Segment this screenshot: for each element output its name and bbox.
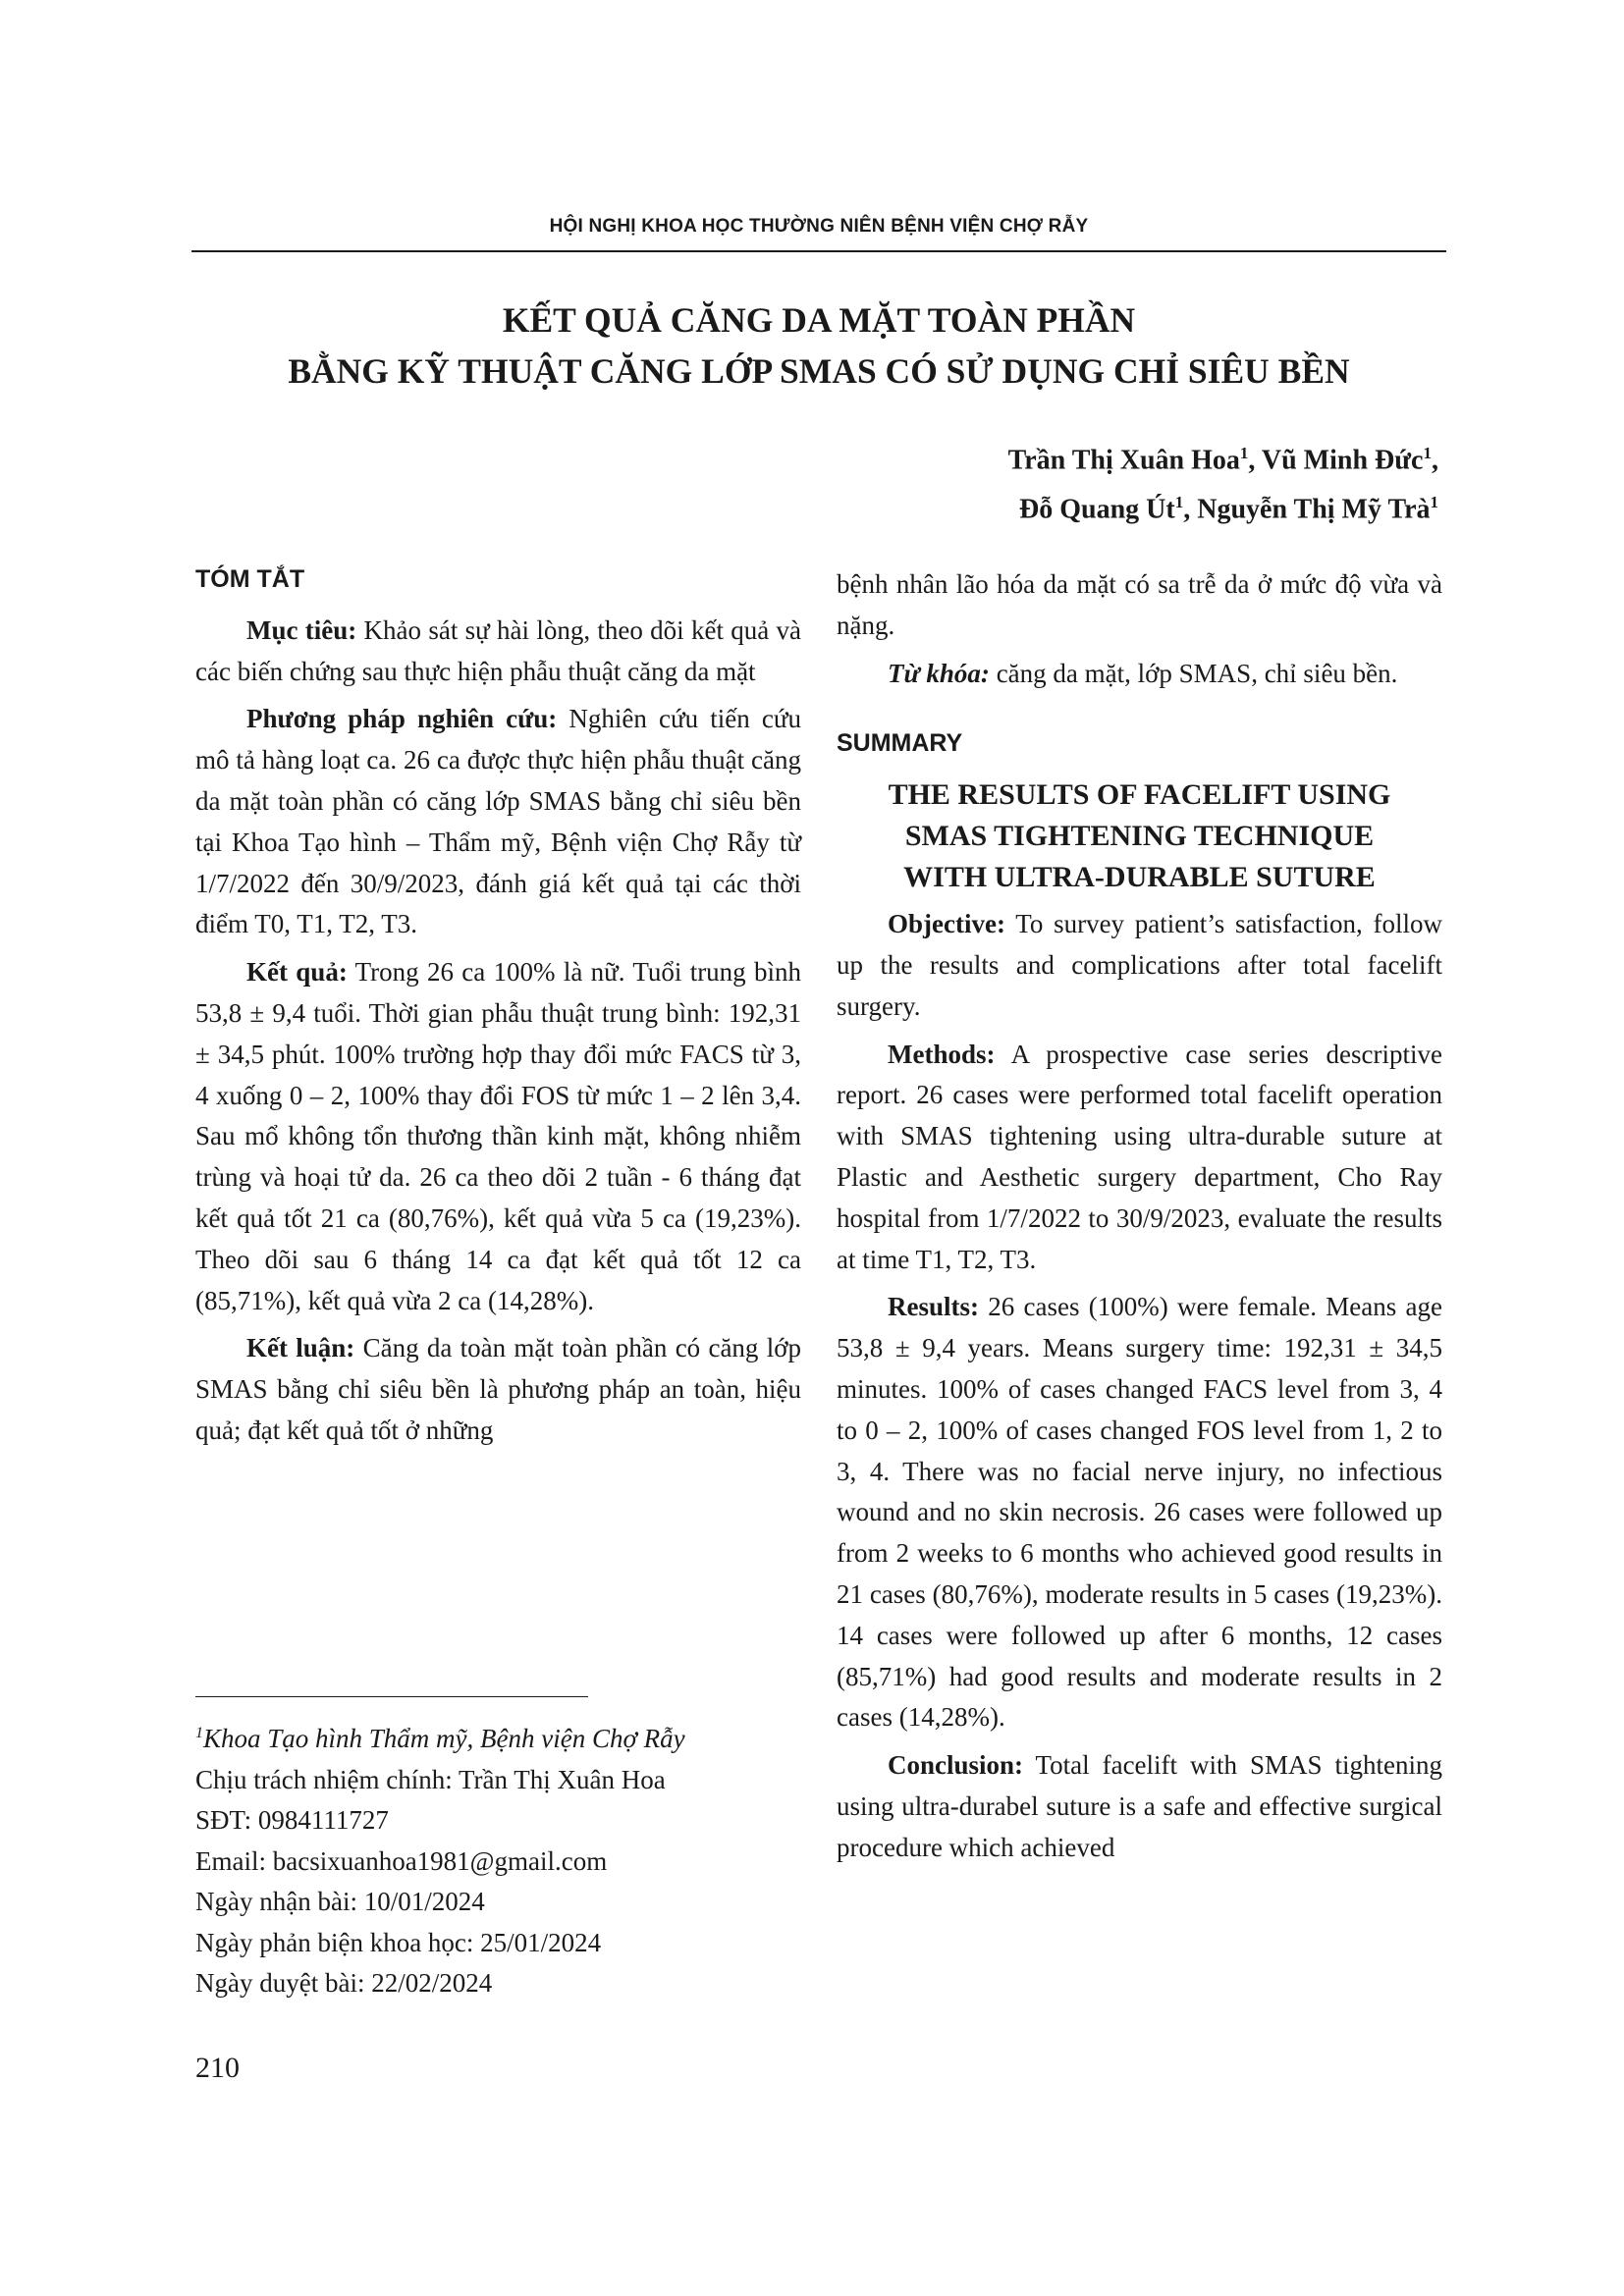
- conclusion-text-en: Total facelift with SMAS tightening using ultra-durabel suture is a safe and effective surgical procedure which achieved: [837, 1750, 1442, 1862]
- methods-label: Phương pháp nghiên cứu:: [246, 704, 558, 734]
- abstract-methods: [195, 699, 801, 945]
- left-column: [195, 560, 801, 1452]
- footnote-reviewed: Ngày phản biện khoa học: 25/01/2024: [195, 1927, 602, 1957]
- author-affiliation-mark: 1: [1239, 444, 1249, 462]
- methods-text-en: A prospective case series descriptive report. 26 cases were performed total facelift operation with SMAS tightening using ultra-durable suture at Plastic and Aesthetic surgery department, Cho Ray hospital from 1/7/2022 to 30/9/2023, evaluate the results at time T1, T2, T3.: [837, 1039, 1442, 1274]
- page-number: 210: [195, 2052, 240, 2084]
- author-name: Đỗ Quang Út: [1019, 494, 1175, 525]
- summary-objective: [837, 904, 1442, 1027]
- author-name: Nguyễn Thị Mỹ Trà: [1197, 494, 1431, 525]
- author-affiliation-mark: 1: [1423, 444, 1432, 462]
- summary-title: [837, 774, 1442, 898]
- affiliation-mark: 1: [195, 1725, 203, 1741]
- results-label: Kết quả:: [246, 957, 348, 988]
- paper-title: [191, 294, 1446, 397]
- objective-label: Mục tiêu:: [246, 614, 357, 645]
- methods-label-en: Methods:: [888, 1039, 996, 1069]
- footnote-corresponding: Chịu trách nhiệm chính: Trần Thị Xuân Hoa: [195, 1764, 666, 1794]
- affiliation-text: Khoa Tạo hình Thẩm mỹ, Bệnh viện Chợ Rẫy: [203, 1724, 685, 1753]
- abstract-heading: TÓM TẮT: [195, 565, 305, 593]
- footnote-phone: SĐT: 0984111727: [195, 1805, 389, 1835]
- author-affiliation-mark: 1: [1174, 493, 1184, 512]
- summary-heading: SUMMARY: [837, 729, 963, 758]
- footnote-rule: [195, 1696, 588, 1697]
- footnote-received: Ngày nhận bài: 10/01/2024: [195, 1887, 485, 1916]
- abstract-conclusion: [195, 1328, 801, 1451]
- running-header: HỘI NGHỊ KHOA HỌC THƯỜNG NIÊN BỆNH VIỆN CHỢ RẪY: [549, 216, 1089, 237]
- conclusion-text-continued: bệnh nhân lão hóa da mặt có sa trễ da ở mức độ vừa và nặng.: [837, 569, 1442, 640]
- title-line-2: BẰNG KỸ THUẬT CĂNG LỚP SMAS CÓ SỬ DỤNG CHỈ SIÊU BỀN: [288, 351, 1350, 391]
- author-line-2: [1008, 481, 1438, 530]
- header-rule: [191, 250, 1446, 252]
- abstract-keywords: [837, 654, 1442, 695]
- results-text: Trong 26 ca 100% là nữ. Tuổi trung bình 53,8 ± 9,4 tuổi. Thời gian phẫu thuật trung bình: 192,31 ± 34,5 phút. 100% trường hợp thay đổi mức FACS từ 3, 4 xuống 0 – 2, 100% thay đổi FOS từ mức 1 – 2 lên 3,4. Sau mổ không tổn thương thần kinh mặt, không nhiễm trùng và hoại tử da. 26 ca theo dõi 2 tuần - 6 tháng đạt kết quả tốt 21 ca (80,76%), kết quả vừa 5 ca (19,23%). Theo dõi sau 6 tháng 14 ca đạt kết quả tốt 12 ca (85,71%), kết quả vừa 2 ca (14,28%).: [195, 957, 801, 1315]
- right-column: [837, 564, 1442, 1876]
- methods-text: Nghiên cứu tiến cứu mô tả hàng loạt ca. 26 ca được thực hiện phẫu thuật căng da mặt toàn phần có căng lớp SMAS bằng chỉ siêu bền tại Khoa Tạo hình – Thẩm mỹ, Bệnh viện Chợ Rẫy từ 1/7/2022 đến 30/9/2023, đánh giá kết quả tại các thời điểm T0, T1, T2, T3.: [195, 704, 801, 939]
- author-name: Trần Thị Xuân Hoa: [1007, 445, 1240, 476]
- author-list: [1008, 432, 1438, 531]
- abstract-objective: [195, 611, 801, 693]
- author-line-1: Trần Thị Xuân Hoa$^1$, Vũ Minh Đức$^1$,: [1007, 444, 1438, 476]
- footnote-accepted: Ngày duyệt bài: 22/02/2024: [195, 1968, 493, 1998]
- author-name: Vũ Minh Đức: [1261, 445, 1424, 476]
- objective-text: Khảo sát sự hài lòng, theo dõi kết quả và các biến chứng sau thực hiện phẫu thuật căng da mặt: [195, 614, 801, 686]
- footnote-email: Email: bacsixuanhoa1981@gmail.com: [195, 1845, 608, 1876]
- conclusion-label-en: Conclusion:: [888, 1750, 1024, 1781]
- summary-results: [837, 1287, 1442, 1738]
- objective-text-en: To survey patient’s satisfaction, follow up the results and complications after total facelift surgery.: [837, 909, 1442, 1021]
- abstract-results: [195, 952, 801, 1321]
- summary-title-line-1: THE RESULTS OF FACELIFT USING: [888, 778, 1391, 812]
- title-line-1: KẾT QUẢ CĂNG DA MẶT TOÀN PHẦN: [502, 300, 1136, 340]
- results-text-en: 26 cases (100%) were female. Means age 53,8 ± 9,4 years. Means surgery time: 192,31 ± 34,5 minutes. 100% of cases changed FACS level from 3, 4 to 0 – 2, 100% of cases changed FOS level from 1, 2 to 3, 4. There was no facial nerve injury, no infectious wound and no skin necrosis. 26 cases were followed up from 2 weeks to 6 months who achieved good results in 21 cases (80,76%), moderate results in 5 cases (19,23%). 14 cases were followed up after 6 months, 12 cases (85,71%) had good results and moderate results in 2 cases (14,28%).: [837, 1292, 1442, 1733]
- footnote-affiliation: [195, 1713, 801, 1760]
- footnotes: [195, 1713, 801, 2004]
- author-affiliation-mark: 1: [1430, 493, 1438, 512]
- results-label-en: Results:: [888, 1292, 979, 1322]
- summary-title-line-2: SMAS TIGHTENING TECHNIQUE: [904, 820, 1375, 853]
- summary-title-line-3: WITH ULTRA-DURABLE SUTURE: [903, 861, 1376, 894]
- summary-conclusion: [837, 1745, 1442, 1868]
- abstract-conclusion-continued: [837, 564, 1442, 647]
- conclusion-text-vi: Căng da toàn mặt toàn phần có căng lớp SMAS bằng chỉ siêu bền là phương pháp an toàn, hiệu quả; đạt kết quả tốt ở những: [195, 1333, 801, 1445]
- author-separator: ,: [1248, 445, 1262, 476]
- summary-methods: [837, 1035, 1442, 1281]
- author-separator: ,: [1183, 494, 1198, 525]
- keywords-text: căng da mặt, lớp SMAS, chỉ siêu bền.: [989, 658, 1398, 688]
- keywords-label: Từ khóa:: [888, 658, 990, 688]
- objective-label-en: Objective:: [888, 909, 1005, 939]
- conclusion-label: Kết luận:: [246, 1333, 355, 1363]
